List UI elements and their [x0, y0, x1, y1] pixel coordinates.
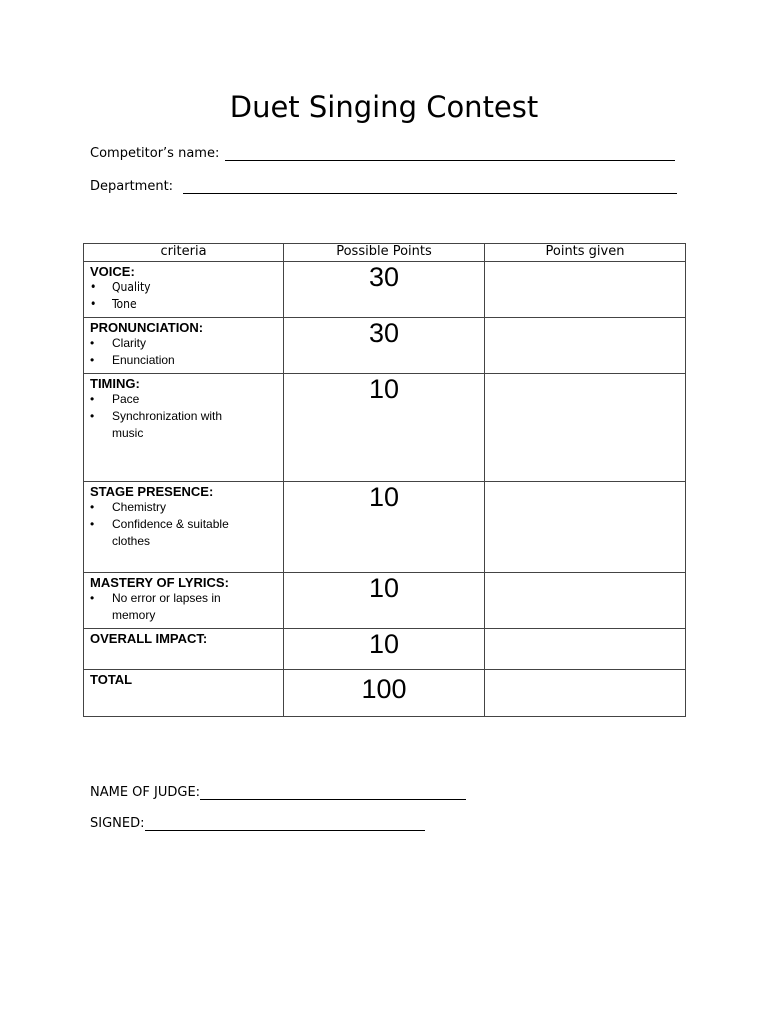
possible-points-cell: 30	[284, 318, 485, 374]
possible-points-cell: 10	[284, 374, 485, 482]
criteria-cell	[84, 573, 284, 629]
signed-blank[interactable]	[145, 818, 425, 831]
criteria-item: • Confidence & suitable clothes	[112, 516, 260, 550]
points-given-cell[interactable]	[485, 262, 686, 318]
criteria-heading: OVERALL IMPACT:	[90, 631, 208, 646]
page-title: Duet Singing Contest	[229, 90, 539, 124]
criteria-item: • Chemistry	[112, 499, 260, 516]
total-points-cell: 100	[284, 670, 485, 717]
criteria-heading: TIMING:	[90, 376, 140, 391]
criteria-item: • Enunciation	[112, 352, 283, 369]
criteria-item: • No error or lapses in memory	[112, 590, 262, 624]
table-header-row	[84, 244, 686, 262]
department-field	[90, 179, 677, 194]
possible-points-cell: 10	[284, 629, 485, 670]
possible-points-cell: 30	[284, 262, 485, 318]
points-given-cell[interactable]	[485, 318, 686, 374]
criteria-cell	[84, 318, 284, 374]
criteria-heading: VOICE:	[90, 264, 135, 279]
competitor-name-field	[90, 146, 675, 161]
criteria-cell	[84, 629, 284, 670]
criteria-cell	[84, 262, 284, 318]
criteria-item: • Clarity	[112, 335, 283, 352]
criteria-cell	[84, 374, 284, 482]
competitor-name-label: Competitor’s name:	[90, 146, 220, 161]
points-given-cell[interactable]	[485, 629, 686, 670]
criteria-item: • Quality	[112, 279, 283, 296]
table-row-total	[84, 670, 686, 717]
table-row	[84, 629, 686, 670]
judge-name-blank[interactable]	[200, 787, 466, 800]
competitor-name-blank[interactable]	[225, 148, 675, 161]
header-possible-points: Possible Points	[284, 244, 485, 262]
judge-name-label: NAME OF JUDGE:	[90, 785, 201, 800]
criteria-item: • Tone	[112, 296, 283, 313]
points-given-cell[interactable]	[485, 482, 686, 573]
criteria-cell	[84, 482, 284, 573]
department-blank[interactable]	[183, 181, 677, 194]
table-row	[84, 318, 686, 374]
table-row	[84, 262, 686, 318]
possible-points-cell: 10	[284, 573, 485, 629]
table-row	[84, 482, 686, 573]
header-points-given: Points given	[485, 244, 686, 262]
header-criteria: criteria	[84, 244, 284, 262]
criteria-heading: MASTERY OF LYRICS:	[90, 575, 229, 590]
signed-label: SIGNED:	[90, 816, 145, 831]
table-row	[84, 374, 686, 482]
possible-points-cell: 10	[284, 482, 485, 573]
signed-field	[90, 816, 425, 831]
points-given-cell[interactable]	[485, 374, 686, 482]
department-label: Department:	[90, 179, 174, 194]
criteria-heading: PRONUNCIATION:	[90, 320, 204, 335]
rubric-table	[83, 243, 686, 717]
criteria-cell	[84, 670, 284, 717]
criteria-item: • Pace	[112, 391, 252, 408]
total-given-cell[interactable]	[485, 670, 686, 717]
total-label: TOTAL	[90, 672, 133, 687]
criteria-item: • Synchronization with music	[112, 408, 252, 442]
points-given-cell[interactable]	[485, 573, 686, 629]
criteria-heading: STAGE PRESENCE:	[90, 484, 214, 499]
table-row	[84, 573, 686, 629]
judge-name-field	[90, 785, 466, 800]
